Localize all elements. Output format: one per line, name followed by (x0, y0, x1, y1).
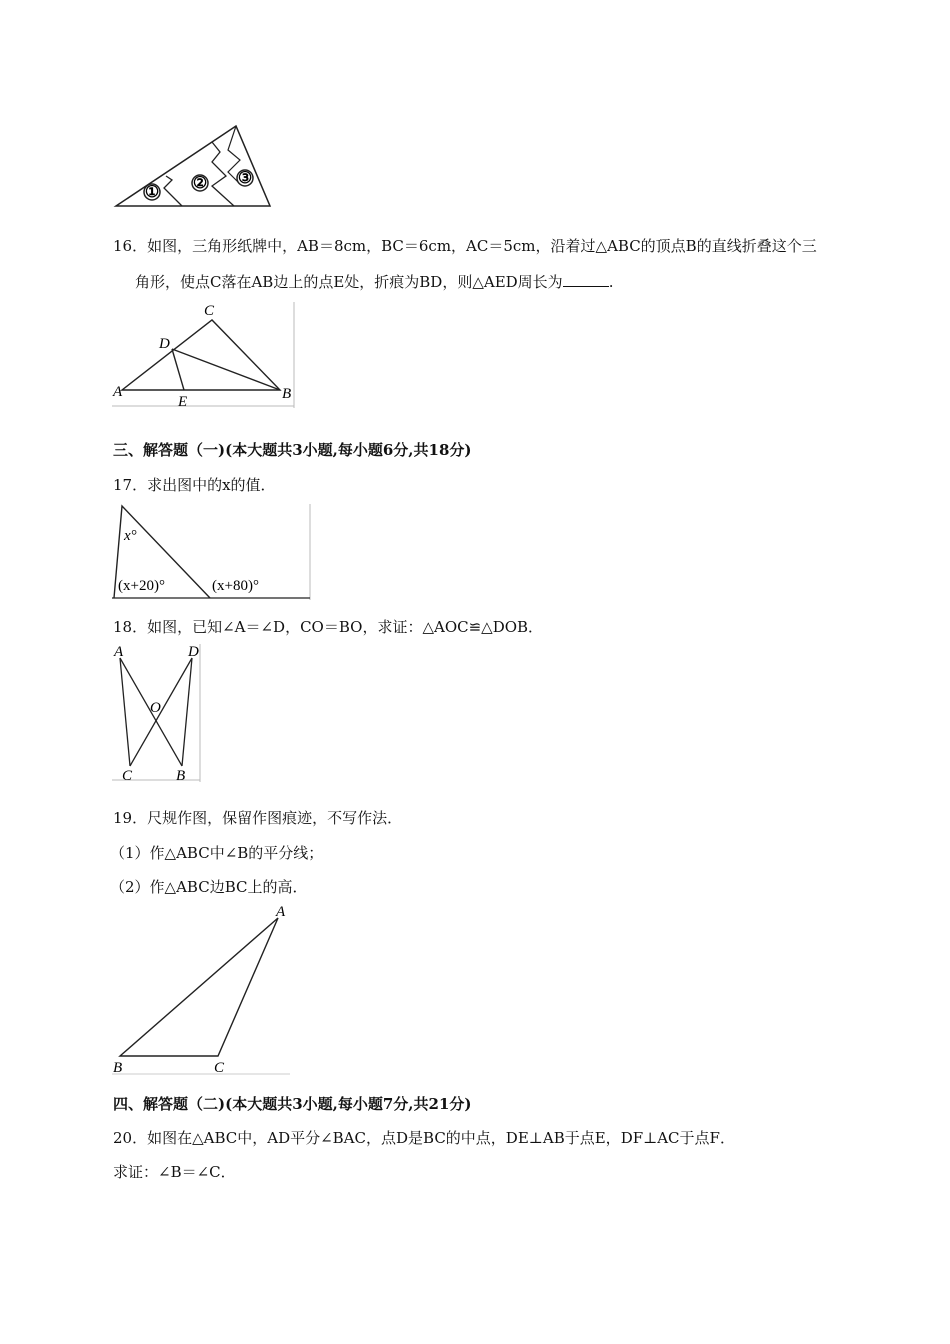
q19-sub1: （1）作△ABC中∠B的平分线； (110, 844, 324, 862)
fig17-triangle (112, 502, 314, 602)
q16-line2-wrap (135, 272, 613, 292)
fig18-label-c: C (122, 768, 133, 784)
fig19-label-c: C (214, 1060, 225, 1076)
piece-2-label: ② (192, 175, 208, 192)
fig19-triangle (112, 902, 292, 1078)
piece-3-label: ③ (237, 170, 253, 187)
fig16-label-c: C (204, 303, 215, 319)
section4-heading: 四、解答题（二)(本大题共3小题,每小题7分,共21分) (113, 1095, 472, 1113)
q17-text: 17．求出图中的x的值． (113, 476, 276, 494)
fig18-label-o: O (150, 700, 161, 716)
fig19-label-b: B (113, 1060, 123, 1076)
fig16-label-d: D (159, 336, 170, 352)
q20-text: 20．如图在△ABC中，AD平分∠BAC，点D是BC的中点，DE⊥AB于点E，DF⊥AC于点F． (113, 1129, 735, 1147)
q19-sub2: （2）作△ABC边BC上的高． (110, 878, 308, 896)
fig16-triangle (112, 300, 297, 410)
q16-answer-blank (563, 272, 609, 287)
q18-text: 18．如图，已知∠A＝∠D，CO＝BO，求证：△AOC≌△DOB． (113, 618, 544, 636)
q16-line1: 16．如图，三角形纸牌中，AB＝8cm，BC＝6cm，AC＝5cm，沿着过△ABC的顶点B的直线折叠这个三 (113, 237, 817, 255)
fig18-label-a: A (114, 644, 124, 660)
fig16-label-e: E (178, 394, 188, 410)
fig15-triangle (112, 122, 277, 212)
fig18-label-b: B (176, 768, 186, 784)
fig19-label-a: A (276, 904, 286, 920)
fig18-label-d: D (188, 644, 199, 660)
fig17-label-right: (x+80)° (212, 578, 259, 594)
fig16-label-a: A (113, 384, 123, 400)
fig17-label-left: (x+20)° (118, 578, 165, 594)
q20-proof: 求证：∠B＝∠C． (113, 1163, 236, 1181)
fig17-label-x: x° (124, 528, 137, 544)
fig16-label-b: B (282, 386, 292, 402)
fig18-crossed-triangles (112, 642, 204, 784)
q16-line2-end: . (608, 273, 614, 291)
section3-heading: 三、解答题（一)(本大题共3小题,每小题6分,共18分) (113, 441, 472, 459)
piece-1-label: ① (144, 184, 160, 201)
q19-text: 19．尺规作图，保留作图痕迹，不写作法． (113, 809, 403, 827)
q16-line2: 角形，使点C落在AB边上的点E处，折痕为BD，则△AED周长为 (135, 273, 563, 291)
